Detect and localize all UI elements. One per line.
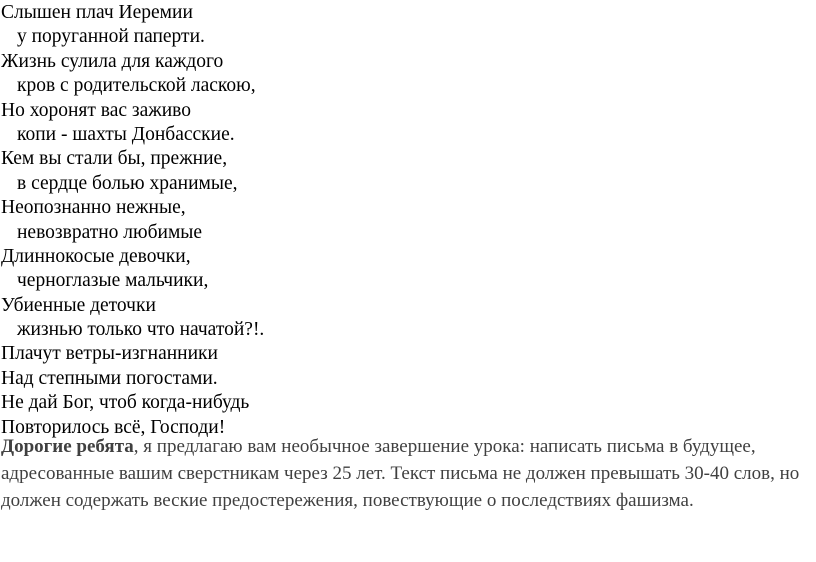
poem-line: в сердце болью хранимые,	[17, 172, 238, 194]
poem-line: Над степными погостами.	[1, 367, 218, 389]
poem-line: кров с родительской ласкою,	[17, 75, 256, 97]
poem-line: Но хоронят вас заживо	[1, 99, 191, 121]
poem-line: Слышен плач Иеремии	[1, 2, 193, 23]
poem-line: Повторилось всё, Господи!	[1, 416, 226, 438]
poem-line: у поруганной паперти.	[17, 26, 205, 48]
poem-line: жизнью только что начатой?!.	[17, 319, 265, 341]
poem-line: Неопознанно нежные,	[1, 197, 186, 219]
closing-text: , я предлагаю вам необычное завершение урока: написать письма в будущее, адресованные вашим сверстникам через 25 лет. Текст письма не должен превышать 30-40 слов, но должен содержать веские предостережения, повествующие о последствиях фашизма.	[1, 436, 800, 511]
closing-lead: Дорогие ребята	[1, 436, 134, 457]
poem-line: Не дай Бог, чтоб когда-нибудь	[1, 392, 250, 414]
poem-line: невозвратно любимые	[17, 221, 203, 243]
poem-block	[1, 1, 264, 440]
poem-line: Плачут ветры-изгнанники	[1, 343, 218, 365]
poem-line: Кем вы стали бы, прежние,	[1, 148, 228, 170]
poem-line: черноглазые мальчики,	[17, 270, 209, 292]
closing-paragraph	[1, 433, 801, 514]
poem-line: копи - шахты Донбасские.	[17, 123, 235, 145]
poem-line: Жизнь сулила для каждого	[1, 50, 224, 72]
poem-line: Длиннокосые девочки,	[1, 245, 191, 267]
poem-line: Убиенные деточки	[1, 294, 156, 316]
